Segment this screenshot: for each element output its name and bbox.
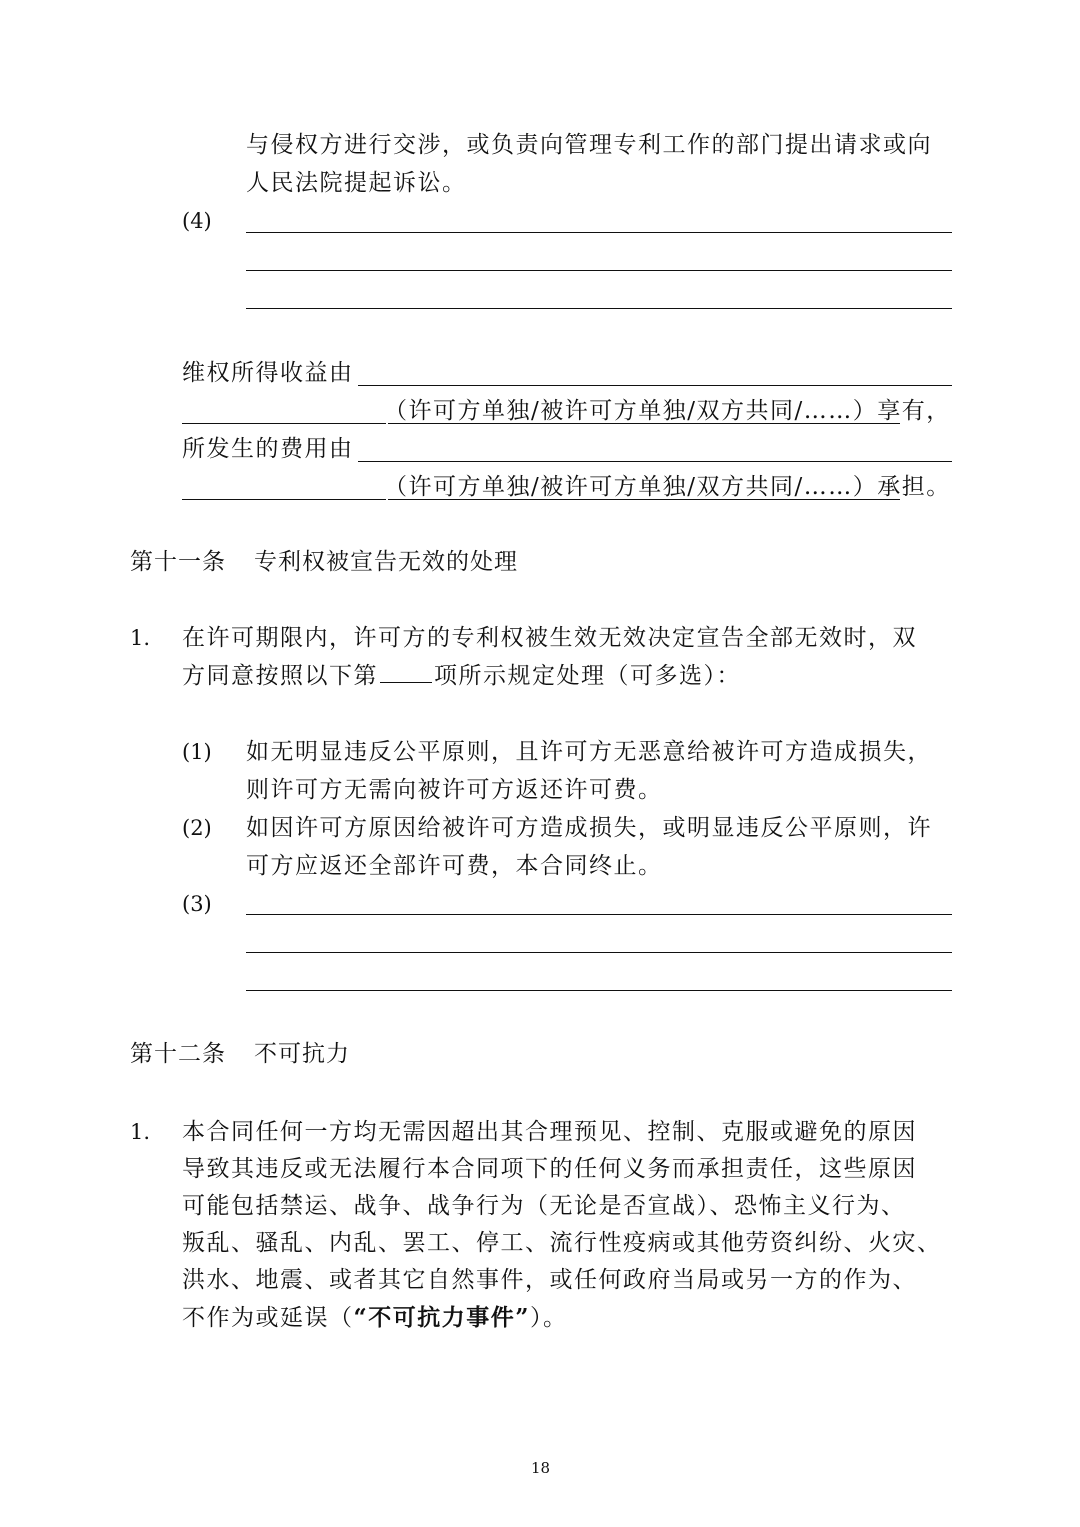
fill-in-blank[interactable] [246,308,952,309]
proceeds-choice: （许可方单独/被许可方单独/双方共同/……）享有， [384,398,951,424]
fill-in-blank[interactable] [182,499,386,500]
fill-in-blank[interactable] [358,385,952,386]
item-label: (4) [182,209,212,233]
item-label: (3) [182,892,212,916]
fill-in-blank[interactable] [246,990,952,991]
paragraph-fragment: ）。 [529,1305,568,1331]
section-heading [130,1036,350,1072]
article-number: 第十二条 [130,1041,226,1067]
paragraph-line: 则许可方无需向被许可方返还许可费。 [246,777,663,803]
choice-underline [388,423,900,424]
paragraph-line: 本合同任何一方均无需因超出其合理预见、控制、克服或避免的原因 [182,1119,917,1145]
cost-label: 所发生的费用由 [182,436,354,462]
paragraph-line: 与侵权方进行交涉，或负责向管理专利工作的部门提出请求或向 [246,132,932,158]
article-number: 第十一条 [130,549,226,575]
item-number: 1. [130,1120,151,1144]
fill-in-blank[interactable] [358,461,952,462]
section-heading [130,544,518,580]
item-label: (1) [182,740,212,764]
option-blank[interactable] [380,660,432,683]
fill-in-blank[interactable] [246,914,952,915]
paragraph-line: 如因许可方原因给被许可方造成损失，或明显违反公平原则，许 [246,815,932,841]
paragraph-line: 如无明显违反公平原则，且许可方无恶意给被许可方造成损失， [246,739,932,765]
paragraph-fragment: 不作为或延误（ [182,1305,354,1331]
paragraph-line: 导致其违反或无法履行本合同项下的任何义务而承担责任，这些原因 [182,1156,917,1182]
article-title: 不可抗力 [254,1041,350,1067]
fill-in-blank[interactable] [246,952,952,953]
paragraph-line: 在许可期限内，许可方的专利权被生效无效决定宣告全部无效时，双 [182,625,917,651]
paragraph-line: 可方应返还全部许可费，本合同终止。 [246,853,663,879]
paragraph-line: 人民法院提起诉讼。 [246,170,467,196]
paragraph-line [182,1300,567,1336]
paragraph-line: 可能包括禁运、战争、战争行为（无论是否宣战）、恐怖主义行为、 [182,1193,906,1219]
fill-in-blank[interactable] [182,423,386,424]
article-title: 专利权被宣告无效的处理 [254,549,518,575]
paragraph-fragment: 项所示规定处理（可多选）： [434,663,741,689]
item-number: 1. [130,626,151,650]
fill-in-blank[interactable] [246,270,952,271]
paragraph-fragment: 方同意按照以下第 [182,663,378,689]
page-number: 18 [531,1459,551,1477]
paragraph-line [182,658,741,694]
defined-term: “不可抗力事件” [353,1304,530,1331]
paragraph-line: 叛乱、骚乱、内乱、罢工、停工、流行性疫病或其他劳资纠纷、火灾、 [182,1230,942,1256]
fill-in-blank[interactable] [246,232,952,233]
choice-underline [388,499,900,500]
paragraph-line: 洪水、地震、或者其它自然事件，或任何政府当局或另一方的作为、 [182,1267,917,1293]
cost-choice: （许可方单独/被许可方单独/双方共同/……）承担。 [384,474,951,500]
item-label: (2) [182,816,212,840]
proceeds-label: 维权所得收益由 [182,360,354,386]
